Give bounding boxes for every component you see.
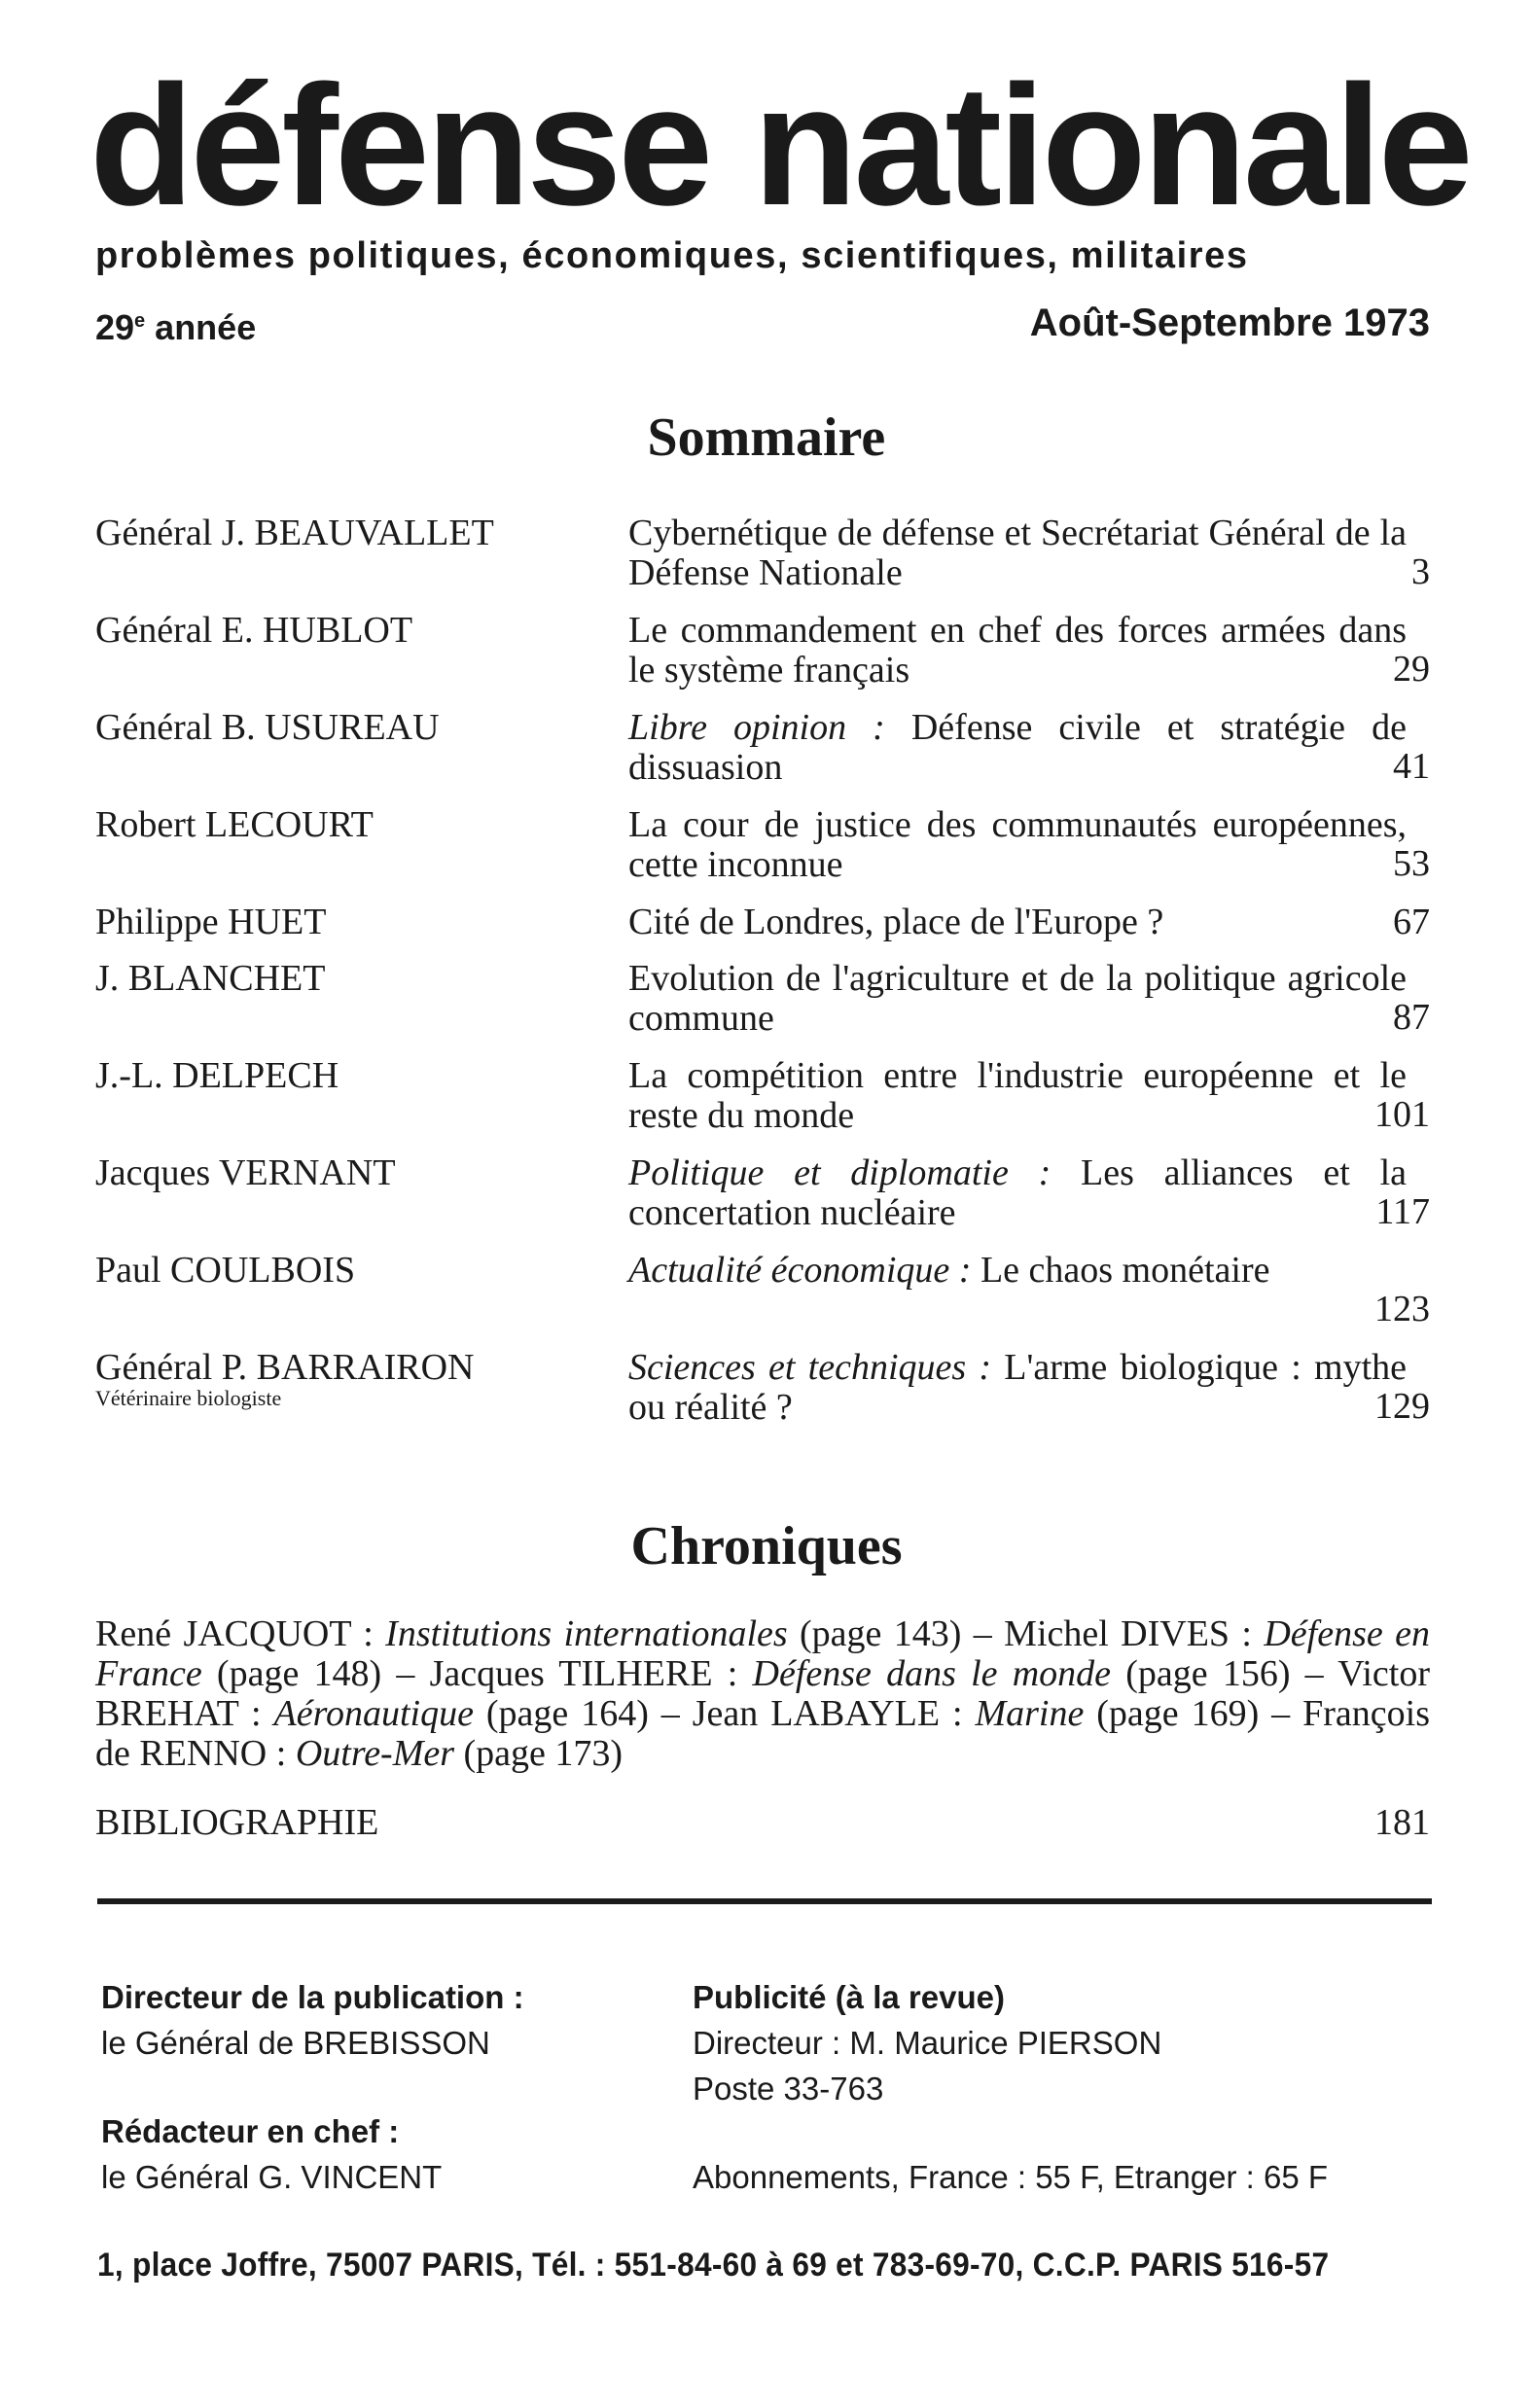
toc-page: 123	[1374, 1289, 1430, 1329]
toc-title-rubric: Politique et diplomatie :	[628, 1152, 1052, 1193]
toc-page: 87	[1393, 997, 1430, 1038]
toc-title: La cour de justice des communautés européennes, cette inconnue	[628, 804, 1407, 885]
toc-title-rubric: Actualité économique :	[628, 1250, 972, 1291]
director-name: le Général de BREBISSON	[101, 2025, 490, 2061]
toc-author: J.-L. DELPECH	[95, 1055, 339, 1096]
publisher-address: 1, place Joffre, 75007 PARIS, Tél. : 551-84-60 à 69 et 783-69-70, C.C.P. PARIS 516-57	[97, 2247, 1330, 2284]
year-word: année	[145, 307, 257, 347]
toc-entry	[95, 1251, 1430, 1348]
chroniques-list	[95, 1614, 1430, 1774]
toc-title: Cybernétique de défense et Secrétariat Général de la Défense Nationale	[628, 513, 1407, 593]
chronique-author: Jean LABAYLE :	[692, 1693, 976, 1734]
chronique-page: (page 173)	[454, 1733, 624, 1774]
toc-title: Cité de Londres, place de l'Europe ?	[628, 902, 1164, 942]
toc-page: 67	[1393, 902, 1430, 942]
staff-right	[693, 1974, 1328, 2200]
bibliographie-entry	[95, 1801, 1430, 1844]
toc-entry	[95, 513, 1430, 611]
toc-author-name: Général P. BARRAIRON	[95, 1347, 475, 1388]
toc-author: Général J. BEAUVALLET	[95, 513, 494, 553]
ads-director: Directeur : M. Maurice PIERSON	[693, 2025, 1162, 2061]
editor-name: le Général G. VINCENT	[101, 2159, 443, 2195]
toc-page: 41	[1393, 746, 1430, 787]
toc-entry	[95, 903, 1430, 959]
toc-page: 29	[1393, 649, 1430, 690]
bibliographie-page: 181	[1374, 1802, 1430, 1843]
toc-title: La compétition entre l'industrie européenne et le reste du monde	[628, 1055, 1407, 1136]
chronique-author: Victor BREHAT :	[95, 1653, 1430, 1734]
staff-left	[101, 1974, 524, 2200]
chronique-page: (page 169) –	[1084, 1693, 1303, 1734]
chronique-topic: Défense en France	[95, 1613, 1430, 1694]
toc-entry	[95, 805, 1430, 903]
toc-title: Le commandement en chef des forces armées dans le système français	[628, 610, 1407, 691]
editor-heading: Rédacteur en chef :	[101, 2113, 400, 2149]
toc-page: 53	[1393, 843, 1430, 884]
toc-title-rubric: Sciences et techniques :	[628, 1347, 992, 1388]
chroniques-heading: Chroniques	[630, 1516, 903, 1576]
chronique-author: Jacques TILHERE :	[429, 1653, 753, 1694]
toc-title: Le chaos monétaire	[971, 1250, 1270, 1291]
chronique-page: (page 148) –	[201, 1653, 430, 1694]
chronique-topic: Institutions internationales	[385, 1613, 788, 1654]
ads-heading: Publicité (à la revue)	[693, 1979, 1005, 2015]
toc-author: Philippe HUET	[95, 902, 327, 942]
toc-title: Evolution de l'agriculture et de la politique agricole commune	[628, 958, 1407, 1039]
toc-author: Paul COULBOIS	[95, 1250, 356, 1291]
toc-author: Robert LECOURT	[95, 804, 374, 845]
toc-entry	[95, 708, 1430, 805]
toc-page: 101	[1374, 1094, 1430, 1135]
issue-date: Août-Septembre 1973	[1029, 301, 1430, 344]
year-number: 29	[95, 307, 135, 347]
toc-entry	[95, 1056, 1430, 1153]
toc-author: Général E. HUBLOT	[95, 610, 413, 651]
chronique-topic: Défense dans le monde	[752, 1653, 1112, 1694]
toc-page: 3	[1411, 551, 1430, 592]
chronique-page: (page 164) –	[473, 1693, 693, 1734]
toc-title: Les alliances et la concertation nucléaire	[628, 1152, 1407, 1233]
table-of-contents	[95, 513, 1430, 1445]
toc-title: L'arme biologique : mythe ou réalité ?	[628, 1347, 1407, 1428]
subscriptions: Abonnements, France : 55 F, Etranger : 65 F	[693, 2159, 1329, 2195]
toc-entry	[95, 611, 1430, 708]
toc-page: 117	[1375, 1191, 1430, 1232]
chronique-page: (page 156) –	[1111, 1653, 1338, 1694]
chronique-author: René JACQUOT :	[95, 1613, 386, 1654]
toc-entry	[95, 1348, 1430, 1445]
horizontal-rule	[97, 1898, 1432, 1904]
issue-year	[95, 307, 256, 348]
toc-entry	[95, 1153, 1430, 1251]
year-suffix: e	[134, 310, 146, 332]
director-heading: Directeur de la publication :	[101, 1979, 524, 2015]
toc-entry	[95, 959, 1430, 1056]
toc-author: J. BLANCHET	[95, 958, 326, 999]
bibliographie-label: BIBLIOGRAPHIE	[95, 1802, 379, 1843]
chronique-topic: Outre-Mer	[295, 1733, 455, 1774]
toc-author-note: Vétérinaire biologiste	[95, 1386, 282, 1410]
toc-title: Défense civile et stratégie de dissuasion	[628, 707, 1407, 788]
chronique-author: François de RENNO :	[95, 1693, 1430, 1774]
chronique-topic: Marine	[975, 1693, 1085, 1734]
sommaire-heading: Sommaire	[647, 407, 886, 468]
ads-phone: Poste 33-763	[693, 2071, 884, 2107]
toc-author: Général B. USUREAU	[95, 707, 440, 748]
toc-author: Jacques VERNANT	[95, 1152, 396, 1193]
masthead-subtitle: problèmes politiques, économiques, scientifiques, militaires	[95, 235, 1249, 276]
toc-title-rubric: Libre opinion :	[628, 707, 885, 748]
toc-author	[95, 1348, 474, 1409]
chronique-author: Michel DIVES :	[1004, 1613, 1265, 1654]
chronique-topic: Aéronautique	[273, 1693, 474, 1734]
toc-page: 129	[1374, 1386, 1430, 1427]
chronique-page: (page 143) –	[787, 1613, 1005, 1654]
masthead-title: défense nationale	[89, 51, 1470, 241]
